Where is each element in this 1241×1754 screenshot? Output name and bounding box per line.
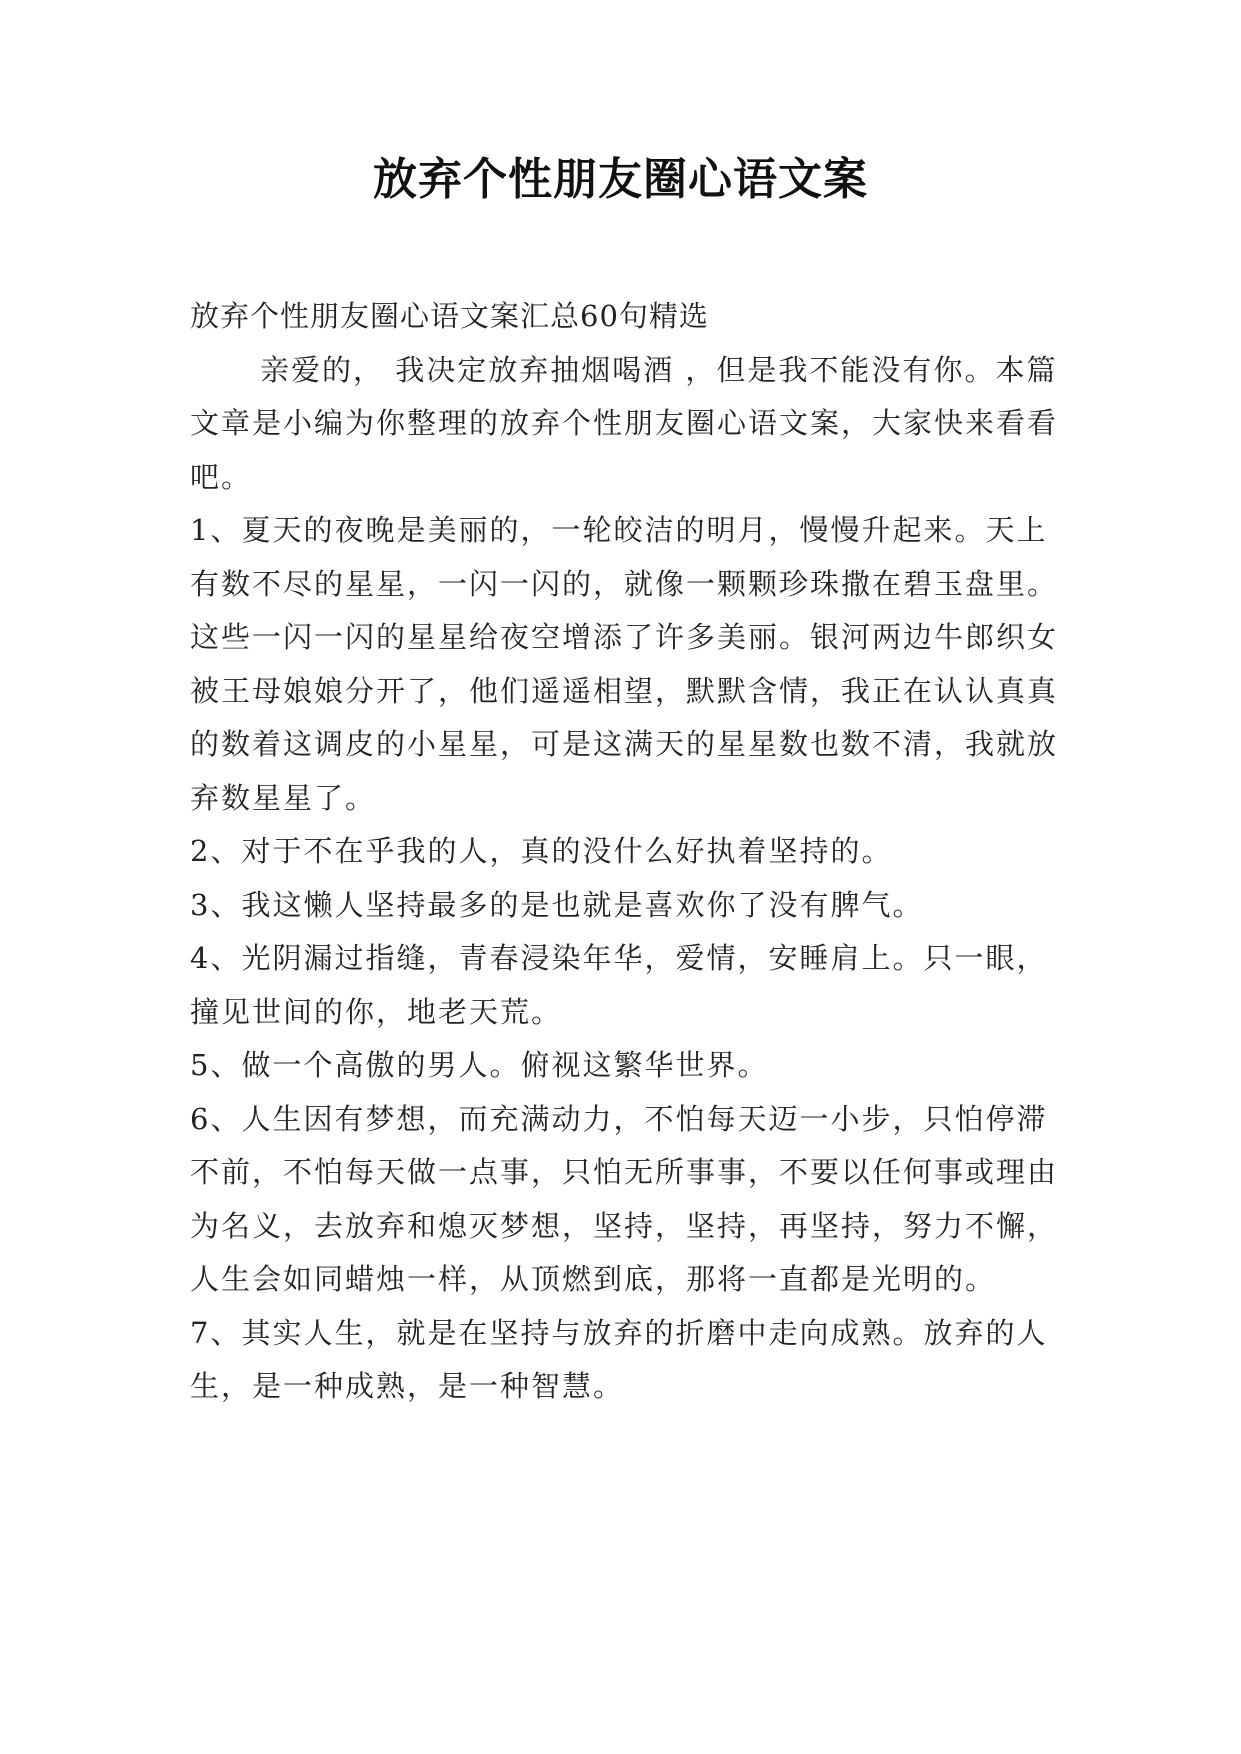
intro-paragraph: 亲爱的， 我决定放弃抽烟喝酒 ，但是我不能没有你。本篇文章是小编为你整理的放弃个性朋友圈心语文案，大家快来看看吧。 [190, 352, 1059, 494]
list-item: 6、人生因有梦想，而充满动力，不怕每天迈一小步，只怕停滞不前，不怕每天做一点事，只怕无所事事，不要以任何事或理由为名义，去放弃和熄灭梦想，坚持，坚持，再坚持，努力不懈，人生会如同蜡烛一样，从顶燃到底，那将一直都是光明的。 [190, 1101, 1059, 1296]
list-item: 1、夏天的夜晚是美丽的，一轮皎洁的明月，慢慢升起来。天上有数不尽的星星，一闪一闪的，就像一颗颗珍珠撒在碧玉盘里。这些一闪一闪的星星给夜空增添了许多美丽。银河两边牛郎织女被王母娘娘分开了，他们遥遥相望，默默含情，我正在认认真真的数着这调皮的小星星，可是这满天的星星数也数不清，我就放弃数星星了。 [190, 513, 1059, 815]
list-item: 3、我这懒人坚持最多的是也就是喜欢你了没有脾气。 [190, 887, 924, 922]
list-item: 4、光阴漏过指缝，青春浸染年华，爱情，安睡肩上。只一眼，撞见世间的你，地老天荒。 [190, 941, 1048, 1029]
list-item: 7、其实人生，就是在坚持与放弃的折磨中走向成熟。放弃的人生，是一种成熟，是一种智慧。 [190, 1315, 1048, 1403]
document-body [190, 290, 1060, 1414]
document-title: 放弃个性朋友圈心语文案 [373, 154, 868, 205]
document-subtitle: 放弃个性朋友圈心语文案汇总60句精选 [190, 299, 709, 333]
list-item: 2、对于不在乎我的人，真的没什么好执着坚持的。 [190, 834, 893, 868]
list-item: 5、做一个高傲的男人。俯视这繁华世界。 [190, 1048, 769, 1082]
